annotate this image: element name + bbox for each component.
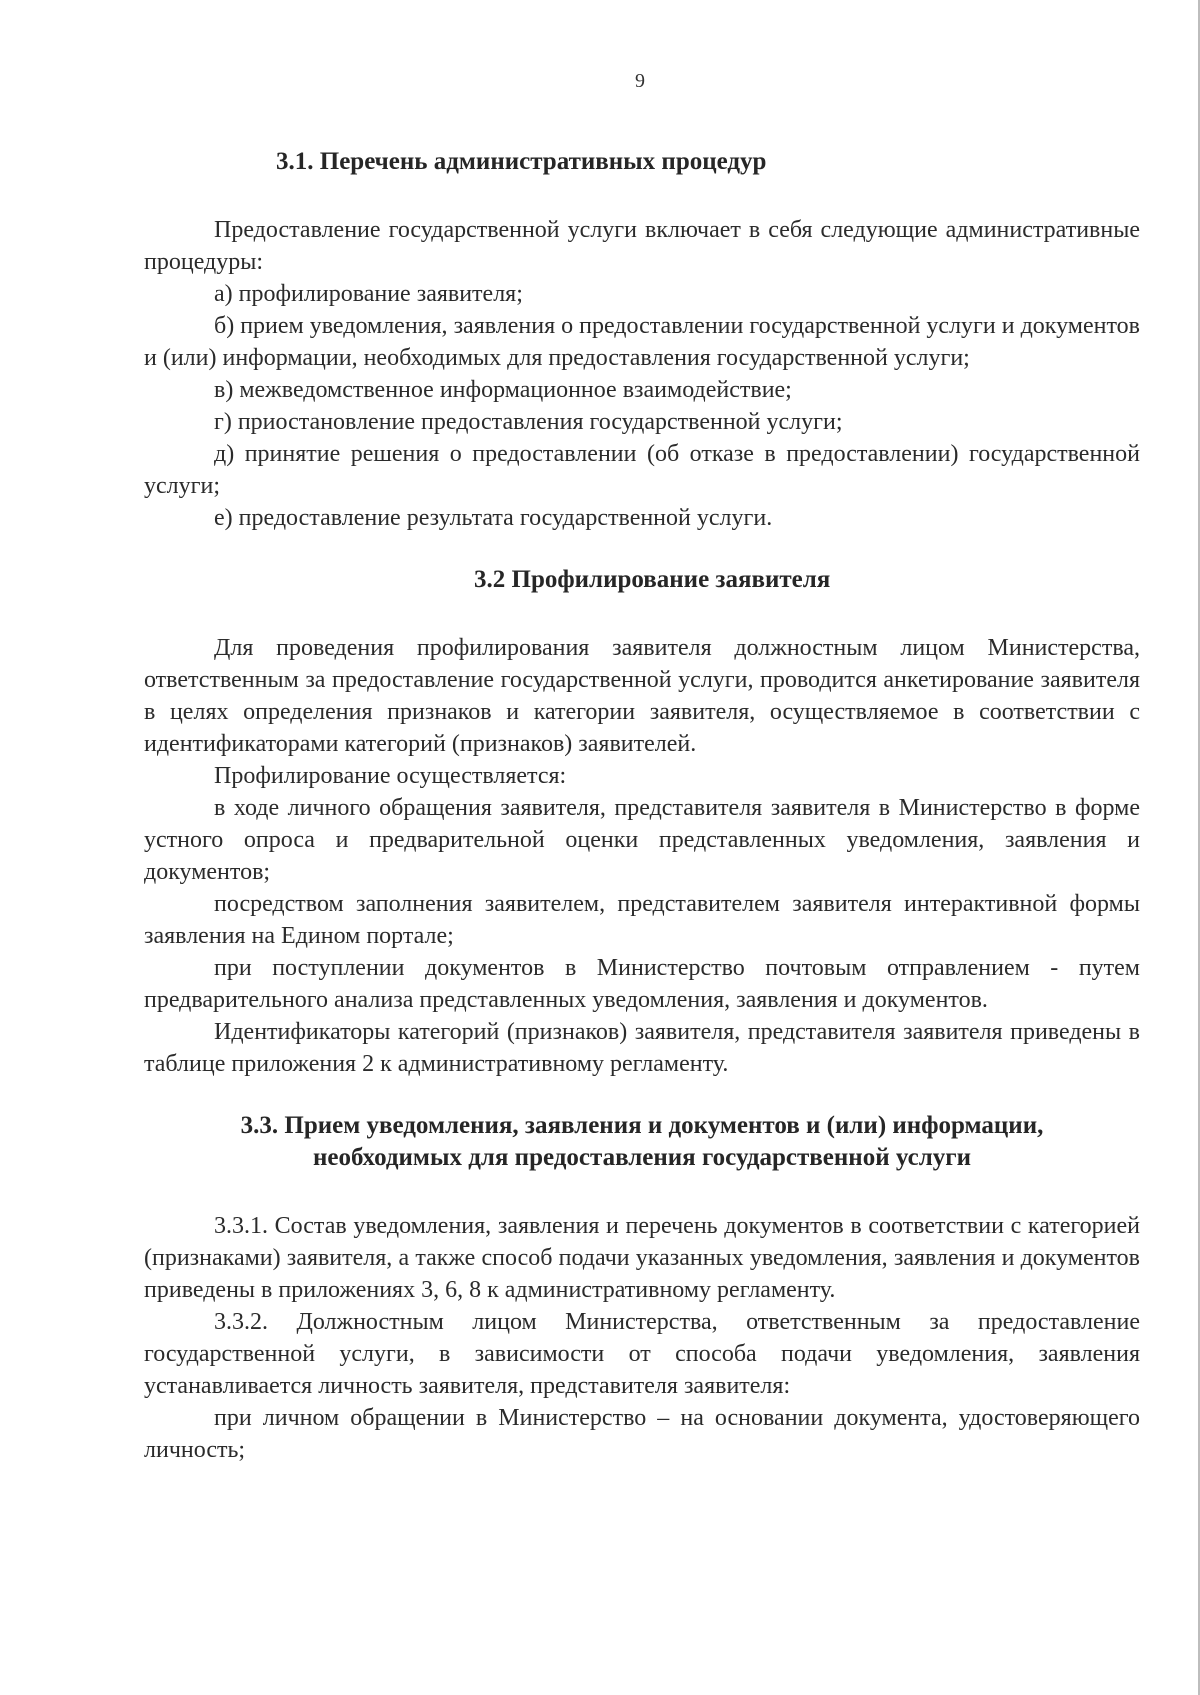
paragraph: Идентификаторы категорий (признаков) заявителя, представителя заявителя приведены в таблице приложения 2 к административному регламенту.	[144, 1019, 1140, 1077]
list-item: а) профилирование заявителя;	[214, 281, 523, 307]
section-3-3-title-line-1: 3.3. Прием уведомления, заявления и документов и (или) информации,	[240, 1112, 1044, 1139]
paragraph: в ходе личного обращения заявителя, представителя заявителя в Министерство в форме устного опроса и предварительной оценки представленных уведомления, заявления и документов;	[144, 795, 1140, 885]
list-item: г) приостановление предоставления государственной услуги;	[214, 409, 843, 435]
document-body	[144, 138, 1140, 1466]
paragraph: Для проведения профилирования заявителя должностным лицом Министерства, ответственным за предоставление государственной услуги, проводится анкетирование заявителя в целях определения признаков и категории заявителя, осуществляемое в соответствии с идентификаторами категорий (признаков) заявителей.	[144, 635, 1140, 757]
paragraph: 3.3.2. Должностным лицом Министерства, ответственным за предоставление государственной услуги, в зависимости от способа подачи уведомления, заявления устанавливается личность заявителя, представителя заявителя:	[144, 1309, 1140, 1399]
list-item: б) прием уведомления, заявления о предоставлении государственной услуги и документов и (или) информации, необходимых для предоставления государственной услуги;	[144, 313, 1140, 371]
list-item: в) межведомственное информационное взаимодействие;	[214, 377, 792, 403]
paragraph: Профилирование осуществляется:	[214, 763, 567, 789]
paragraph: при поступлении документов в Министерство почтовым отправлением - путем предварительного анализа представленных уведомления, заявления и документов.	[144, 955, 1140, 1013]
section-3-2-title: 3.2 Профилирование заявителя	[474, 566, 831, 593]
paragraph: Предоставление государственной услуги включает в себя следующие административные процедуры:	[144, 217, 1140, 275]
list-item: е) предоставление результата государственной услуги.	[214, 505, 773, 531]
paragraph: посредством заполнения заявителем, представителем заявителя интерактивной формы заявления на Едином портале;	[144, 891, 1140, 949]
section-3-3-title-line-2: необходимых для предоставления государственной услуги	[313, 1144, 971, 1171]
paragraph: 3.3.1. Состав уведомления, заявления и перечень документов в соответствии с категорией (признаками) заявителя, а также способ подачи указанных уведомления, заявления и документов приведены в приложениях 3, 6, 8 к административному регламенту.	[144, 1213, 1140, 1303]
section-3-1-title: 3.1. Перечень административных процедур	[276, 148, 767, 175]
section-3-3-title	[144, 1110, 1140, 1174]
page-number: 9	[635, 70, 645, 92]
paragraph: при личном обращении в Министерство – на основании документа, удостоверяющего личность;	[144, 1405, 1140, 1463]
list-item: д) принятие решения о предоставлении (об отказе в предоставлении) государственной услуги;	[144, 441, 1140, 499]
